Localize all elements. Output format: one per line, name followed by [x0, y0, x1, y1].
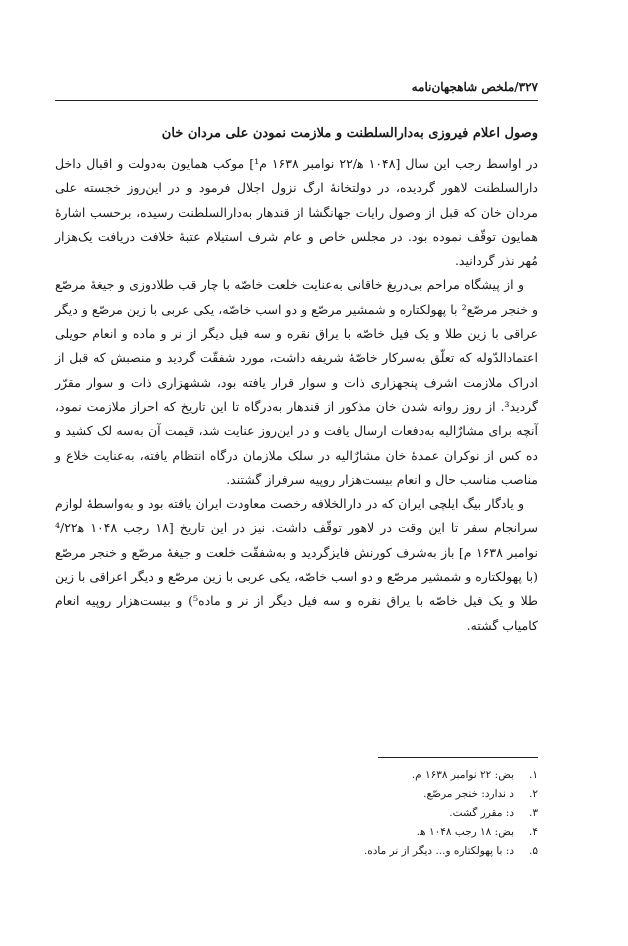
footnote-number: ۱.: [529, 769, 538, 781]
header-rule: [55, 100, 538, 101]
paragraph-1: در اواسط رجب این سال [۱۰۴۸ ه‍/۲۲ نوامبر ۱۶۳۸ م¹] موکب همایون به‌دولت و اقبال داخل دارالسلطنت لاهور گردیده، در دولتخانهٔ ارگ نزول اجلال فرمود و در این‌روز خجسته علی مردان خان که قبل از وصول رایات جهانگشا از قندهار به‌دارالسلطنت رسیده، برحسب اشارهٔ همایون توقّف نموده بود. در مجلس خاص و عام شرف استیلام عتبهٔ خلافت دریافت یک‌هزار مُهر نذر گردانید.: [55, 156, 538, 269]
footnote-text: بض: ۲۲ نوامبر ۱۶۳۸ م.: [411, 769, 514, 781]
footnote-number: ۵.: [529, 845, 538, 857]
footnote-text: د: با پهولکتاره و... دیگر از نر ماده.: [363, 845, 514, 857]
footnote-item: [55, 823, 538, 842]
footnote-item: [55, 766, 538, 785]
footnotes-list: [55, 766, 538, 861]
paragraph-2: و از پیشگاه مراحم بی‌دریغ خاقانی به‌عنایت خلعت خاصّه با چار قب طلادوزی و جیغهٔ مرصّع و خنجر مرصّع² با پهولکتاره و شمشیر مرصّع و دو اسب خاصّه، یکی عربی با زین مرصّع و دیگر عراقی با زین طلا و یک فیل خاصّه با یراق نقره و سه فیل دیگر از نر و ماده و انعام حویلی اعتمادالدّوله که تعلّق به‌سرکار خاصّهٔ شریفه داشت، مورد شفقّت گردید و منصبش که قبل از ادراک ملازمت اشرف پنجهزاری ذات و سوار قرار یافته بود، ششهزاری ذات و سوار مقرّر گردید³. از روز روانه شدن خان مذکور از قندهار به‌درگاه تا این تاریخ که احراز ملازمت نمود، آنچه برای مشارٌالیه به‌دفعات ارسال یافت و در این‌روز عنایت شد، قیمت آن به‌سه لک کشید و ده کس از نوکران عمدهٔ خان مشارٌالیه در سلک ملازمان درگاه انتظام یافته، به‌عنایت خلاع و مناصب مناسب حال و انعام بیست‌هزار روپیه سرفراز گشتند.: [55, 277, 538, 487]
footnote-text: د: مقرر گشت.: [449, 807, 514, 819]
paragraph-3: و یادگار بیگ ایلچی ایران که در دارالخلافه رخصت معاودت ایران یافته بود و به‌واسطهٔ لوازم سرانجام سفر تا این وقت در لاهور توقّف داشت. نیز در این تاریخ [۱۸ رجب ۱۰۴۸ ه‍⁴/۲۲ نوامبر ۱۶۳۸ م] باز به‌شرف کورنش فایزگردید و به‌شفقّت خلعت و جیغهٔ مرصّع و خنجر مرصّع (با پهولکتاره و شمشیر مرصّع و دو اسب خاصّه، یکی عربی با زین مرصّع و دیگر اعراقی با زین طلا و یک فیل خاصّه با یراق نقره و سه فیل دیگر از نر و ماده⁵) و بیست‌هزار روپیه انعام کامیاب گشته.: [55, 496, 538, 633]
footnote-rule: [378, 757, 538, 758]
footnote-item: [55, 804, 538, 823]
footnote-item: [55, 785, 538, 804]
footnote-text: د ندارد: خنجر مرصّع.: [423, 788, 514, 800]
section-title: وصول اعلام فیروزی به‌دارالسلطنت و ملازمت نمودن علی مردان خان: [161, 126, 538, 141]
footnote-number: ۴.: [529, 826, 538, 838]
running-header: ۳۲۷/ملخص شاهجهان‌نامه: [411, 80, 538, 94]
footnote-text: بض: ۱۸ رجب ۱۰۴۸ ه‍.: [416, 826, 514, 838]
footnote-number: ۳.: [529, 807, 538, 819]
page-body: [55, 122, 538, 638]
footnote-number: ۲.: [529, 788, 538, 800]
footnote-item: [55, 842, 538, 861]
